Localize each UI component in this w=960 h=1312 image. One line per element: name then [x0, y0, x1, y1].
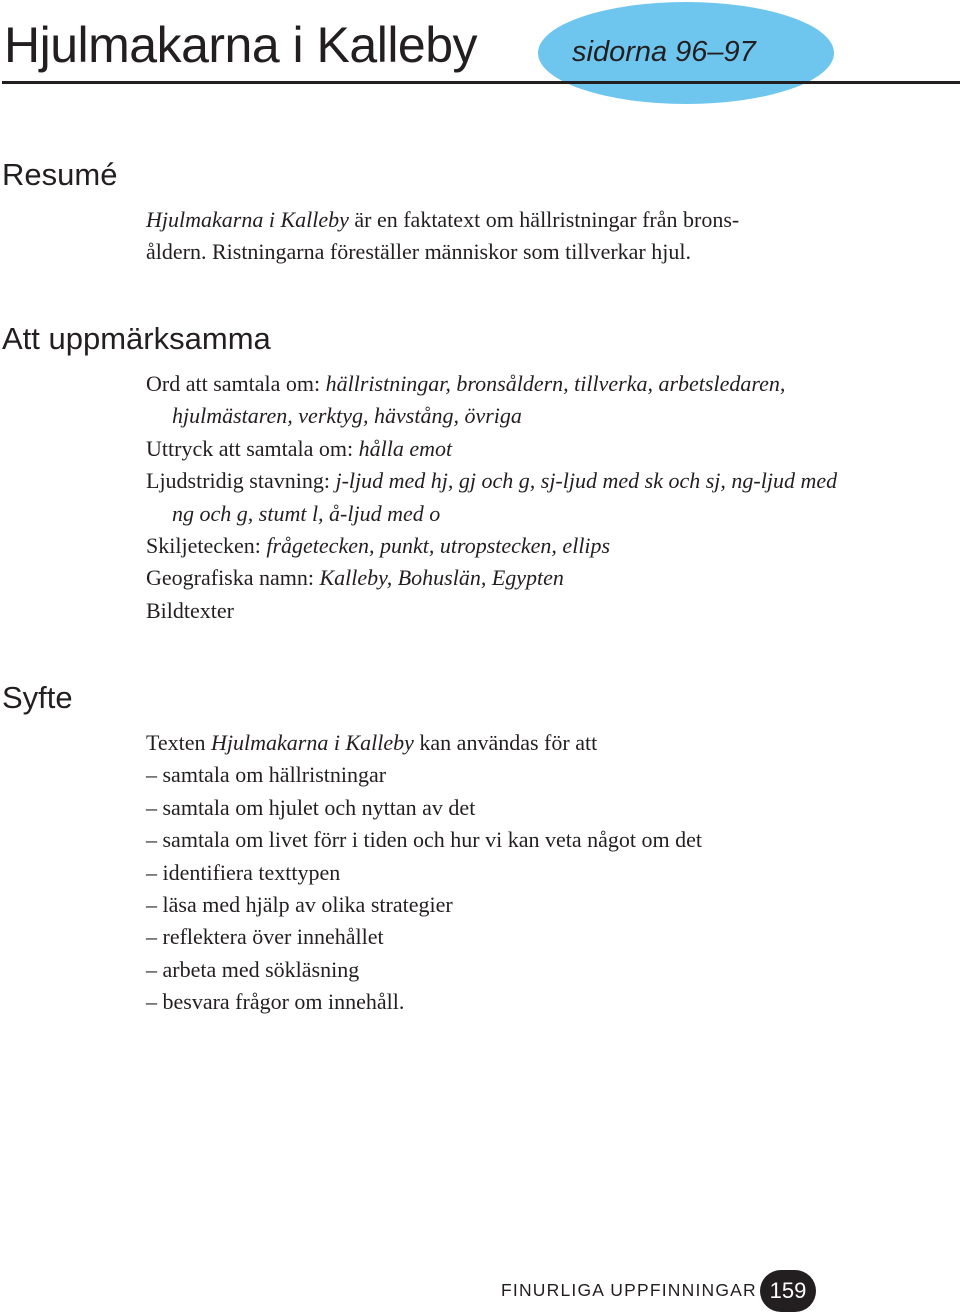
resume-text-line2: åldern. Ristningarna föreställer människor som tillverkar hjul.	[146, 239, 691, 265]
syfte-list	[146, 727, 846, 1019]
syfte-item: – samtala om hällristningar	[146, 762, 387, 788]
ord-label: Ord att samtala om:	[146, 371, 326, 396]
resume-text-line1: är en faktatext om hällristningar från brons-	[348, 207, 740, 232]
title-divider	[2, 81, 960, 84]
resume-title-italic: Hjulmakarna i Kalleby	[146, 207, 349, 232]
skiljetecken-label: Skiljetecken:	[146, 533, 267, 559]
syfte-item: – arbeta med sökläsning	[146, 956, 360, 982]
resume-text	[146, 204, 846, 269]
syfte-item: – besvara frågor om innehåll.	[146, 989, 405, 1015]
resume-heading: Resumé	[2, 157, 118, 192]
skiljetecken-row	[146, 530, 846, 562]
syfte-item: – läsa med hjälp av olika strategier	[146, 892, 453, 918]
ord-value: hällristningar, bronsåldern, tillverka, arbetsledaren, hjulmästaren, verktyg, hävstång, övriga	[172, 371, 786, 429]
syfte-item: – samtala om livet förr i tiden och hur vi kan veta något om det	[146, 827, 702, 853]
page-number: 159	[760, 1270, 816, 1312]
geo-row	[146, 562, 846, 594]
geo-label: Geografiska namn:	[146, 565, 320, 591]
att-uppmarksamma-heading: Att uppmärksamma	[2, 321, 271, 356]
stavning-row	[146, 465, 846, 530]
footer-section-label: FINURLIGA UPPFINNINGAR	[501, 1280, 757, 1300]
pages-label: sidorna 96–97	[572, 36, 756, 68]
uttryck-label: Uttryck att samtala om:	[146, 435, 359, 461]
stavning-value: j-ljud med hj, gj och g, sj-ljud med sk och sj, ng-ljud med ng och g, stumt l, å-ljud med o	[172, 468, 838, 526]
att-uppmarksamma-list	[146, 368, 846, 627]
ord-row	[146, 368, 846, 433]
syfte-intro-italic: Hjulmakarna i Kalleby	[211, 730, 414, 755]
syfte-item: – reflektera över innehållet	[146, 924, 384, 950]
syfte-item: – samtala om hjulet och nyttan av det	[146, 794, 476, 820]
uttryck-row	[146, 433, 846, 465]
syfte-heading: Syfte	[2, 680, 73, 715]
syfte-intro	[146, 727, 846, 759]
uttryck-value: hålla emot	[358, 435, 453, 461]
page-title: Hjulmakarna i Kalleby	[4, 17, 478, 73]
syfte-intro-after: kan användas för att	[413, 730, 598, 755]
bildtexter-row: Bildtexter	[146, 597, 234, 623]
geo-value: Kalleby, Bohuslän, Egypten	[319, 565, 564, 591]
skiljetecken-value: frågetecken, punkt, utropstecken, ellips	[266, 533, 611, 559]
stavning-label: Ljudstridig stavning:	[146, 468, 336, 494]
syfte-intro-before: Texten	[146, 730, 212, 755]
syfte-item: – identifiera texttypen	[146, 859, 341, 885]
